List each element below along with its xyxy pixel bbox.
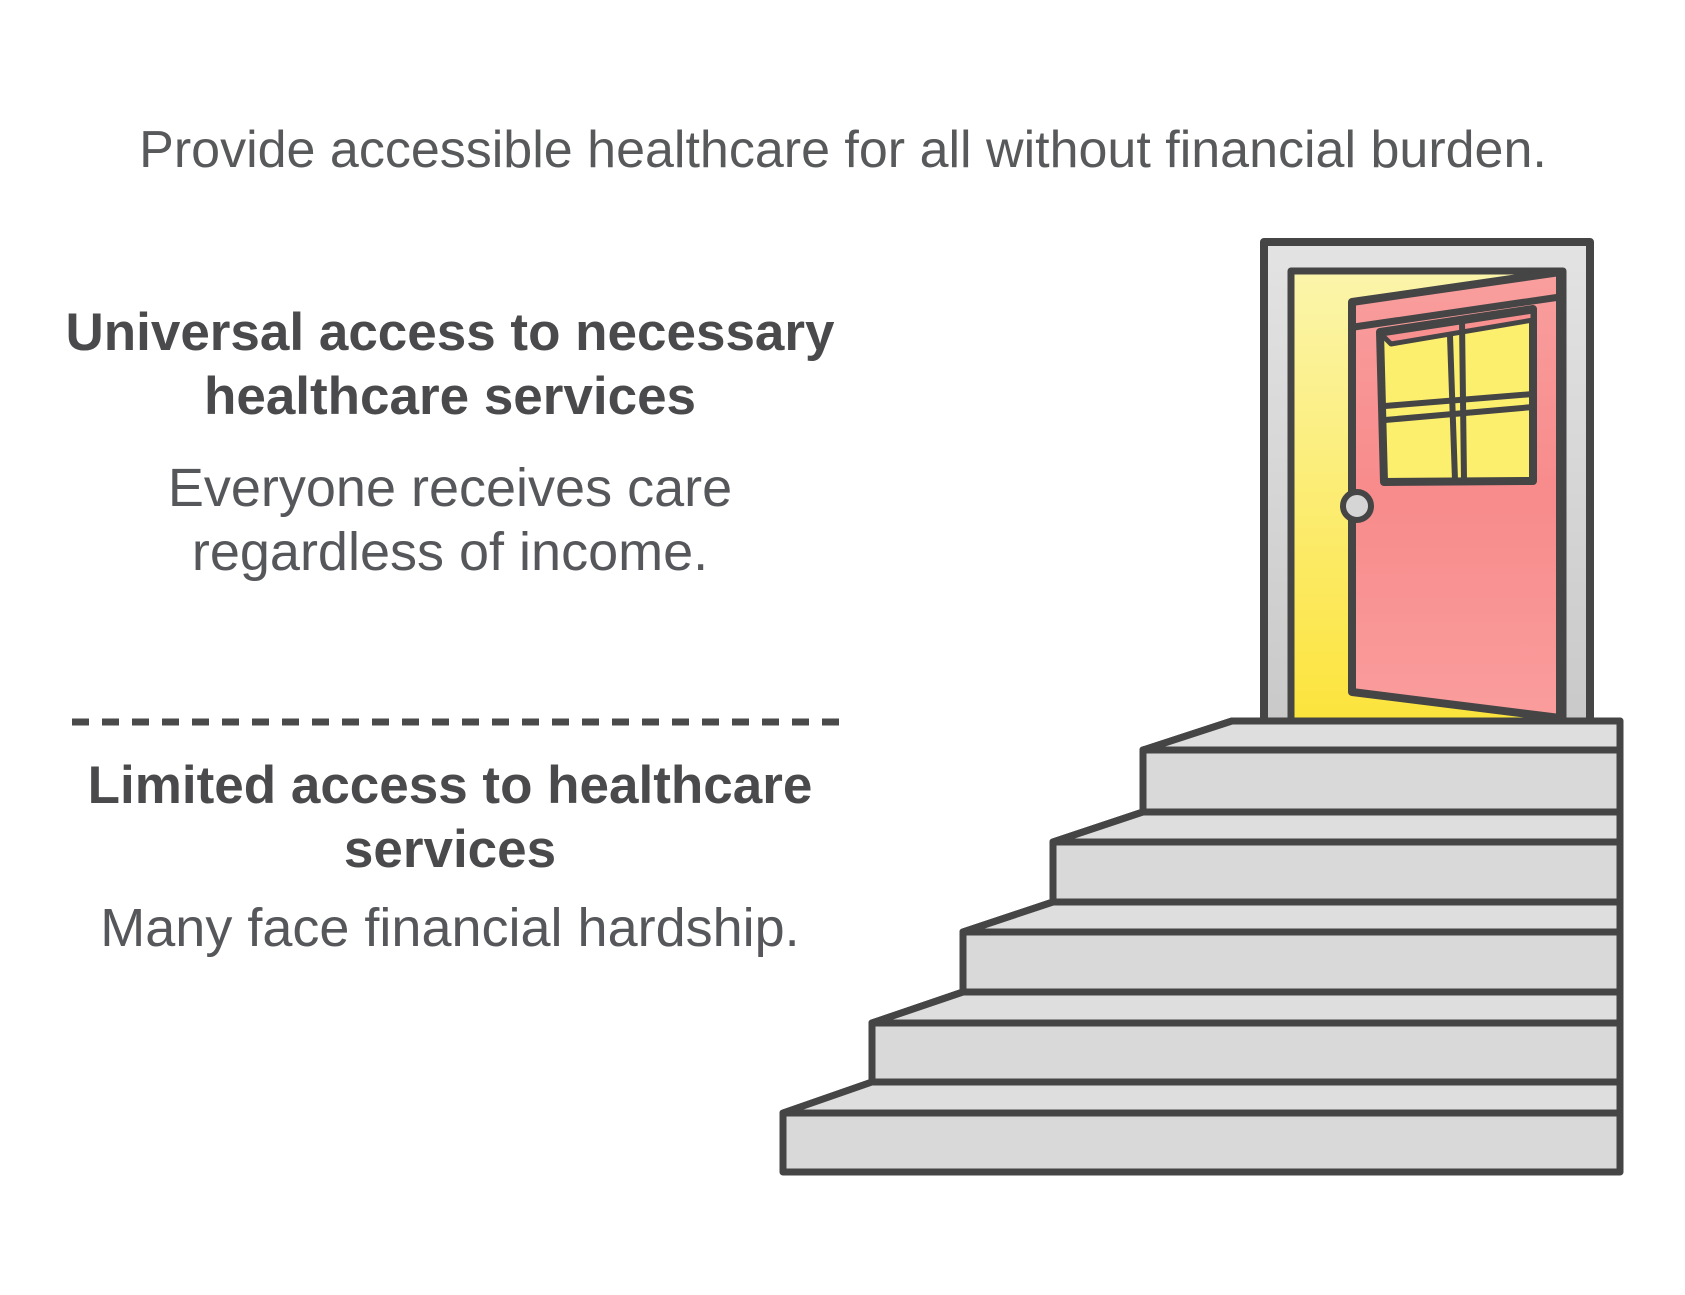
text-line: Everyone receives care — [167, 458, 733, 518]
page-title: Provide accessible healthcare for all without financial burden. — [139, 121, 1547, 179]
door-window — [1380, 309, 1533, 482]
text-line: Universal access to necessary — [65, 303, 835, 362]
staircase — [783, 721, 1620, 1172]
open-door — [1343, 272, 1560, 718]
text-line: Limited access to healthcare — [87, 756, 813, 815]
stair-tread — [1053, 812, 1620, 842]
stair-tread — [963, 902, 1620, 932]
text-line: services — [343, 820, 557, 879]
stair-tread — [1143, 721, 1620, 750]
text-line: regardless of income. — [191, 522, 709, 582]
text-line: Many face financial hardship. — [100, 898, 800, 958]
text-line: healthcare services — [203, 367, 697, 426]
stair-tread — [872, 992, 1620, 1023]
door-knob — [1343, 492, 1371, 520]
stair-tread — [783, 1082, 1620, 1113]
